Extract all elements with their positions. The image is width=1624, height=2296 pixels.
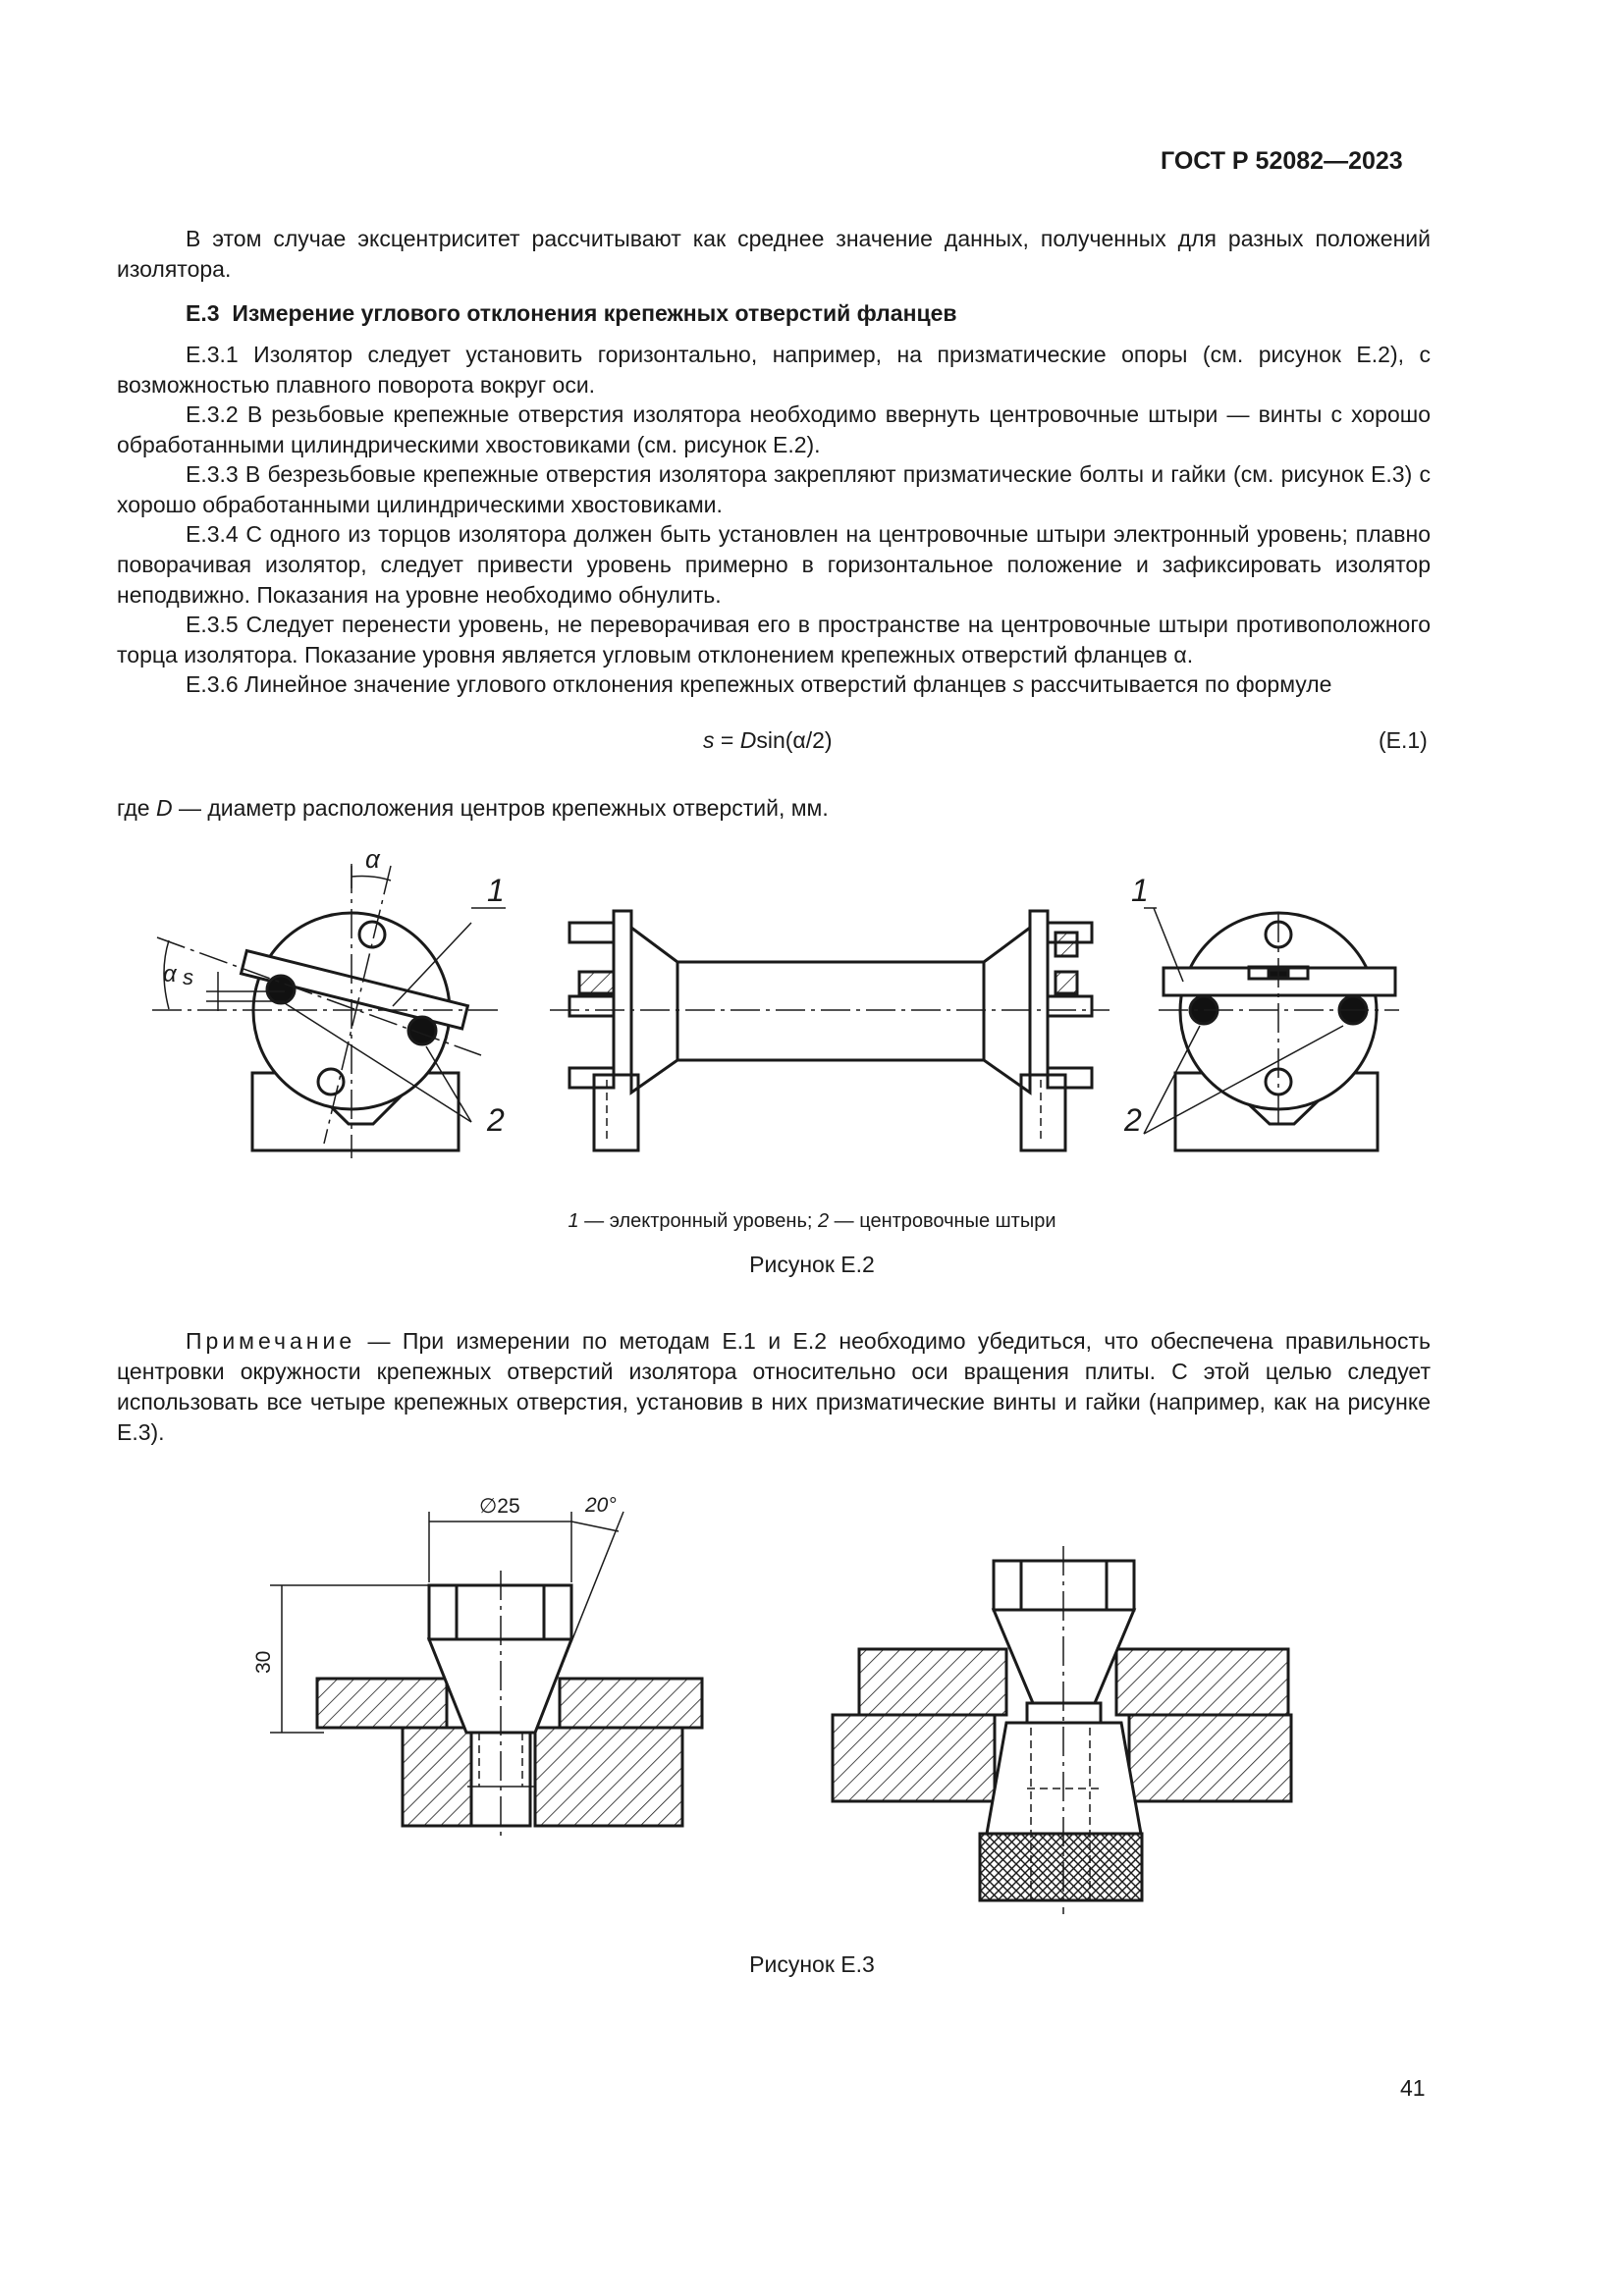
fig2-label-alpha-side: α: [163, 961, 177, 988]
fig2-middle-view: [550, 911, 1110, 1150]
fig3-left-view: [270, 1512, 702, 1841]
section-title: Измерение углового отклонения крепежных отверстий фланцев: [232, 300, 957, 326]
document-header: ГОСТ Р 52082—2023: [1161, 147, 1403, 175]
item-e36: [117, 669, 1431, 700]
note-text: — При измерении по методам Е.1 и Е.2 необходимо убедиться, что обеспечена правильность центровки окружности крепежных отверстий изолятора относительно оси вращения плиты. С этой целью следует использовать все четыре крепежных отверстия, установив в них призматические винты и гайки (например, как на рисунке Е.3).: [117, 1328, 1431, 1445]
fig3-dim-height: 30: [252, 1650, 275, 1674]
item-e36-text-b: рассчитывается по формуле: [1024, 671, 1332, 697]
item-e32: Е.3.2 В резьбовые крепежные отверстия изолятора необходимо ввернуть центровочные штыри — винты с хорошо обработанными цилиндрическими хвостовиками (см. рисунок Е.2).: [117, 401, 1431, 457]
fig2-label-alpha: α: [365, 844, 380, 874]
figure-e2-caption: Рисунок Е.2: [749, 1252, 875, 1277]
section-number: Е.3: [186, 300, 220, 326]
formula-rhs: sin(α/2): [756, 727, 833, 753]
where-prefix: где: [117, 795, 156, 821]
page-number: 41: [1400, 2075, 1426, 2101]
fig2-label-s: s: [183, 965, 193, 989]
legend-num-2: 2: [817, 1210, 830, 1232]
item-e34: Е.3.4 С одного из торцов изолятора должен быть установлен на центровочные штыри электронный уровень; плавно поворачивая изолятор, следует привести уровень примерно в горизонтальное положение и зафиксировать изолятор неподвижно. Показания на уровне необходимо обнулить.: [117, 521, 1431, 608]
item-e31: Е.3.1 Изолятор следует установить горизонтально, например, на призматические опоры (см. рисунок Е.2), с возможностью плавного поворота вокруг оси.: [117, 342, 1431, 398]
fig3-dim-angle: 20°: [585, 1494, 617, 1517]
figure-e2-legend: [0, 1210, 1624, 1233]
fig2-right-view: [1144, 908, 1399, 1150]
note-paragraph: [117, 1326, 1431, 1448]
item-e35: Е.3.5 Следует перенести уровень, не переворачивая его в пространстве на центровочные штыри противоположного торца изолятора. Показание уровня является угловым отклонением крепежных отверстий фланцев α.: [117, 612, 1431, 667]
section-heading: [186, 300, 957, 327]
item-e36-var: s: [1012, 671, 1025, 697]
where-var: D: [155, 795, 173, 821]
fig3-right-view: [833, 1546, 1291, 1914]
formula-e1: [703, 727, 833, 754]
figure-e3-caption: Рисунок Е.3: [749, 1951, 875, 1977]
formula-number: (Е.1): [1379, 727, 1428, 753]
where-text: — диаметр расположения центров крепежных отверстий, мм.: [172, 795, 829, 821]
fig3-dim-diameter: ∅25: [479, 1495, 520, 1518]
intro-paragraph: В этом случае эксцентриситет рассчитывают как среднее значение данных, полученных для разных положений изолятора.: [117, 226, 1431, 282]
formula-eq: =: [714, 727, 740, 753]
note-label: Примечание: [186, 1328, 356, 1354]
where-clause: [117, 795, 829, 822]
fig2-label-2-left: 2: [487, 1102, 505, 1138]
formula-lhs: s: [703, 727, 715, 753]
item-e33: Е.3.3 В безрезьбовые крепежные отверстия изолятора закрепляют призматические болты и гайки (см. рисунок Е.3) с хорошо обработанными цилиндрическими хвостовиками.: [117, 461, 1431, 517]
fig2-label-2-right: 2: [1124, 1102, 1142, 1138]
legend-num-1: 1: [568, 1210, 579, 1232]
item-e36-text-a: Е.3.6 Линейное значение углового отклонения крепежных отверстий фланцев: [186, 671, 1013, 697]
legend-text-1: — электронный уровень;: [578, 1210, 818, 1232]
legend-text-2: — центровочные штыри: [829, 1210, 1056, 1232]
fig2-label-1-left: 1: [487, 873, 505, 908]
fig2-label-1-right: 1: [1131, 873, 1149, 908]
fig2-left-view: [152, 864, 506, 1158]
formula-d: D: [739, 727, 757, 753]
